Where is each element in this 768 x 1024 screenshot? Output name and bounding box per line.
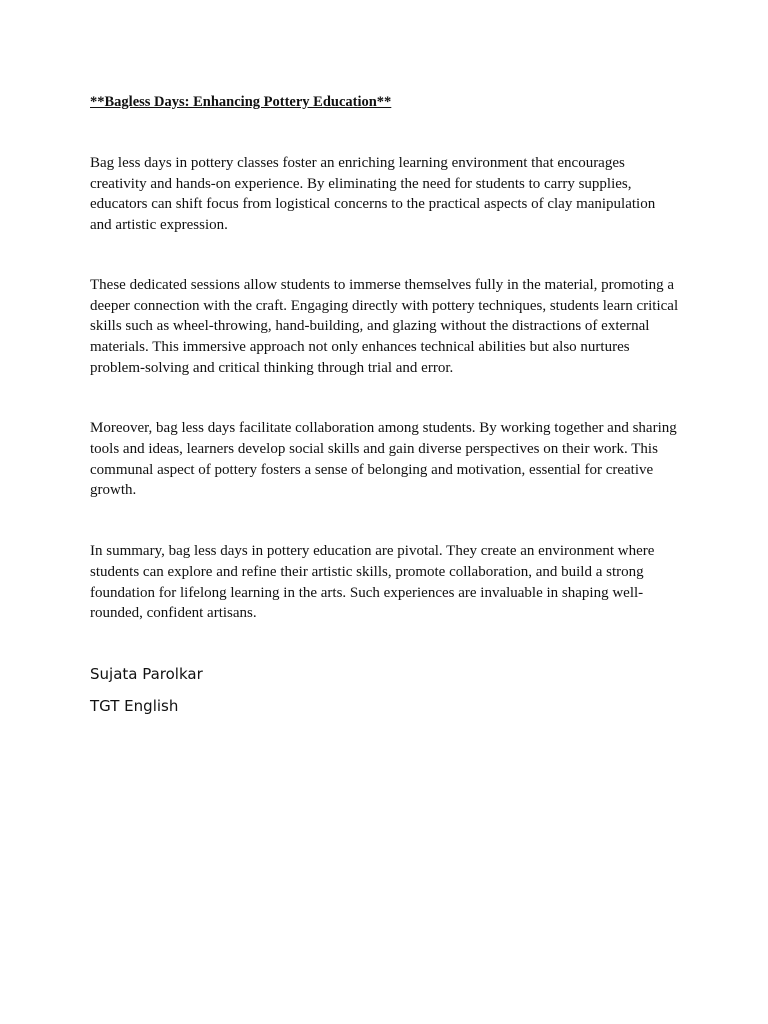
signature-role: TGT English — [90, 696, 179, 715]
document-body — [90, 92, 680, 716]
document-title: **Bagless Days: Enhancing Pottery Education** — [90, 94, 392, 110]
paragraph-immersion: These dedicated sessions allow students to immerse themselves fully in the material, promoting a deeper connection with the craft. Engaging directly with pottery techniques, students learn critical skills such as wheel-throwing, hand-building, and glazing without the distractions of external materials. This immersive approach not only enhances technical abilities but also nurtures problem-solving and critical thinking through trial and error. — [90, 276, 679, 376]
signature-name: Sujata Parolkar — [90, 664, 203, 683]
paragraph-intro: Bag less days in pottery classes foster an enriching learning environment that encourages creativity and hands-on experience. By eliminating the need for students to carry supplies, educators can shift focus from logistical concerns to the practical aspects of clay manipulation and artistic expression. — [90, 155, 656, 234]
paragraph-collaboration: Moreover, bag less days facilitate collaboration among students. By working together and sharing tools and ideas, learners develop social skills and gain diverse perspectives on their work. This communal aspect of pottery fosters a sense of belonging and motivation, essential for creative growth. — [90, 420, 677, 499]
paragraph-summary: In summary, bag less days in pottery education are pivotal. They create an environment where students can explore and refine their artistic skills, promote collaboration, and build a strong foundation for lifelong learning in the arts. Such experiences are invaluable in shaping well-rounded, confident artisans. — [90, 543, 655, 622]
